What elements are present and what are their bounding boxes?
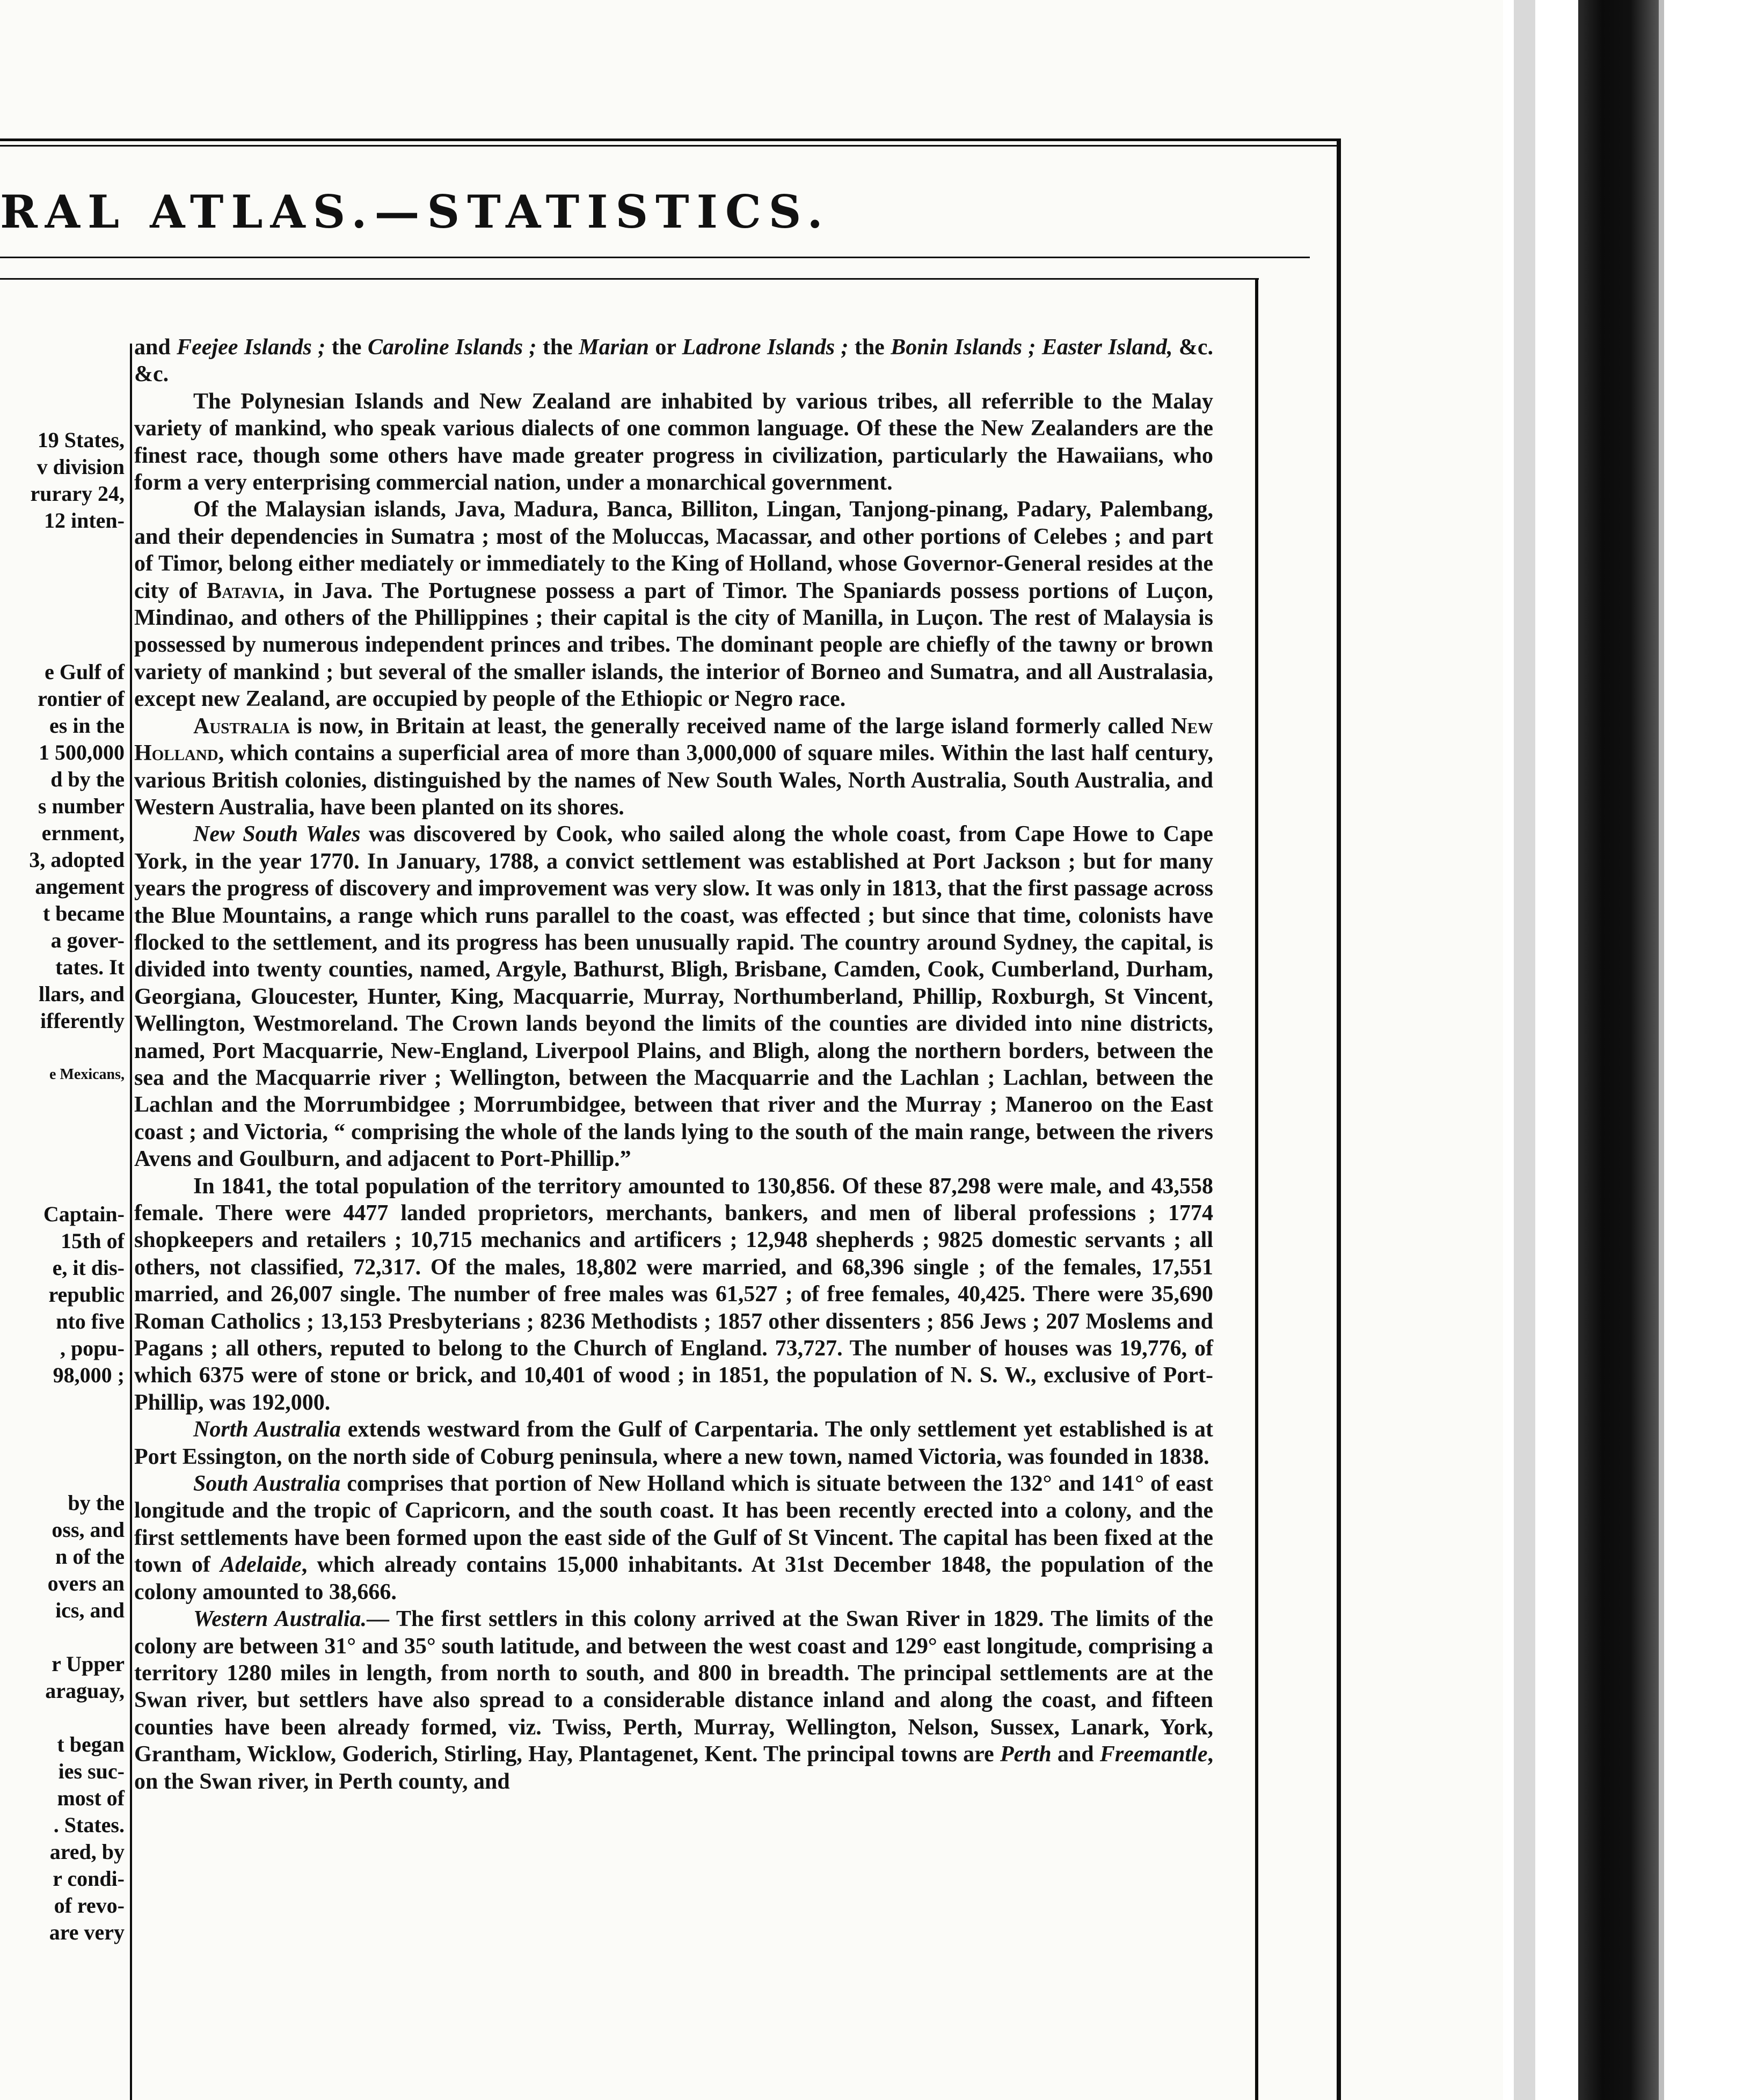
left-fragment-line: a gover- (50, 928, 125, 952)
italic-text: Feejee Islands ; (177, 335, 326, 360)
outer-frame-top (0, 138, 1341, 141)
inner-frame-right (1255, 278, 1258, 2100)
left-fragment-line: ernment, (41, 821, 125, 845)
left-fragment-line: e Mexicans, (49, 1066, 125, 1083)
italic-text: Marian (579, 335, 649, 360)
left-fragment-line: oss, and (52, 1518, 125, 1542)
italic-text: New South Wales (193, 822, 361, 847)
left-fragment-line: ifferently (40, 1009, 125, 1033)
text-run: extends westward from the Gulf of Carpentaria. The only settlement yet established is at Port Essington, on the north side of Coburg peninsula, where a new town, named Victoria, was founded in 1838. (134, 1417, 1213, 1469)
inner-frame-top (0, 278, 1259, 280)
book-binding (1503, 0, 1750, 2100)
paragraph (134, 334, 1213, 388)
text-run: , in Java. The Portugnese possess a part of Timor. The Spaniards possess portions of Luçon, Mindinao, and others of the Phillippines ; their capital is the city of Manilla, in Luçon. The rest of Malaysia is possessed by numerous independent princes and tribes. The dominant people are chiefly of the tawny or brown variety of mankind ; but several of the smaller islands, the interior of Borneo and Sumatra, and all Australasia, except new Zealand, are occupied by people of the Ethiopic or Negro race. (134, 578, 1213, 712)
left-fragment-line: nto five (56, 1309, 125, 1333)
left-fragment-line: ics, and (55, 1598, 125, 1622)
italic-text: Bonin Islands ; Easter Island, (891, 335, 1173, 360)
small-caps-text: New Holland (134, 713, 1213, 766)
left-fragment-line: es in the (49, 713, 125, 738)
text-run: , on the Swan river, in Perth county, and (134, 1742, 1213, 1794)
left-fragment-line: r Upper (52, 1652, 125, 1676)
text-run: or (648, 335, 682, 360)
left-fragment-line: 98,000 ; (53, 1363, 125, 1387)
paragraph (134, 1606, 1213, 1795)
text-run: In 1841, the total population of the territory amounted to 130,856. Of these 87,298 were male, and 43,558 female. There were 4477 landed proprietors, merchants, bankers, and men of liberal professions ; 1774 shopkeepers and retailers ; 10,715 mechanics and artificers ; 12,948 shepherds ; 9825 domestic servants ; all others, not classified, 72,317. Of the males, 18,802 were married, and 68,396 single ; of the females, 17,551 married, and 26,007 single. The number of free males was 61,527 ; of free females, 40,425. There were 35,690 Roman Catholics ; 13,153 Presbyterians ; 8236 Methodists ; 1857 other dissenters ; 856 Jews ; 207 Moslems and Pagans ; all others, reputed to belong to the Church of England. 73,727. The number of houses was 19,776, of which 6375 were of stone or brick, and 10,401 of wood ; in 1851, the population of N. S. W., exclusive of Port-Phillip, was 192,000. (134, 1173, 1213, 1415)
binding-shadow (1514, 0, 1535, 2100)
page-header-title: RAL ATLAS.—STATISTICS. (0, 185, 830, 238)
small-caps-text: Batavia (207, 578, 279, 603)
italic-text: Freemantle (1099, 1742, 1208, 1767)
text-run: comprises that portion of New Holland which is situate between the 132° and 141° of east longitude and the tropic of Capricorn, and the south coast. It has been recently erected into a colony, and the first settlements have been formed upon the east side of the Gulf of St Vincent. The capital has been fixed at the town of (134, 1471, 1213, 1578)
text-run: &c. &c. (134, 335, 1213, 387)
text-run: , which contains a superficial area of more than 3,000,000 of square miles. Within the last half century, various British colonies, distinguished by the names of New South Wales, North Australia, South Australia, and Western Australia, have been planted on its shores. (134, 741, 1213, 820)
paragraph (134, 1173, 1213, 1417)
left-fragment-line: e Gulf of (45, 660, 125, 684)
left-fragment-line: araguay, (45, 1679, 125, 1703)
text-run: is now, in Britain at least, the generally received name of the large island formerly called (290, 713, 1171, 739)
left-fragment-line: angement (35, 874, 125, 899)
left-fragment-line: t began (57, 1732, 125, 1756)
text-run: Of the Malaysian islands, Java, Madura, Banca, Billiton, Lingan, Tanjong-pinang, Padary, Palembang, and their dependencies in Sumatra ; most of the Moluccas, Macassar, and other portions of Celebes ; and part of Timor, belong either mediately or immediately to the King of Holland, whose Governor-General resides at the city of (134, 497, 1213, 603)
column-divider (130, 344, 132, 2100)
left-fragment-line: 15th of (61, 1229, 125, 1253)
small-caps-text: Australia (193, 713, 290, 739)
outer-frame-top-inner (0, 145, 1337, 147)
left-fragment-line: ies suc- (58, 1759, 125, 1783)
left-fragment-line: by the (68, 1491, 125, 1515)
paragraph (134, 713, 1213, 821)
header-rule (0, 257, 1310, 258)
left-fragment-line: are very (49, 1920, 125, 1944)
left-fragment-line: of revo- (54, 1893, 125, 1917)
italic-text: Caroline Islands ; (367, 335, 537, 360)
left-fragment-line: r condi- (53, 1866, 125, 1891)
italic-text: South Australia (193, 1471, 341, 1497)
text-run: the (536, 335, 579, 360)
left-fragment-line: 12 inten- (44, 508, 125, 533)
italic-text: Adelaide (220, 1552, 302, 1578)
italic-text: Ladrone Islands ; (682, 335, 849, 360)
left-fragment-line: 1 500,000 (39, 740, 125, 764)
text-run: and (1051, 1742, 1100, 1767)
outer-frame-right (1337, 138, 1341, 2100)
binding-edge (1659, 0, 1664, 2100)
left-fragment-line: llars, and (38, 982, 125, 1006)
left-column-fragments (0, 0, 129, 2100)
paragraph (134, 821, 1213, 1172)
left-fragment-line: rontier of (38, 687, 125, 711)
left-fragment-line: most of (57, 1786, 125, 1810)
left-fragment-line: . States. (53, 1813, 125, 1837)
text-run: , which already contains 15,000 inhabitants. At 31st December 1848, the population of the colony amounted to 38,666. (134, 1552, 1214, 1605)
paragraph (134, 1416, 1213, 1470)
left-fragment-line: t became (42, 901, 125, 925)
italic-text: Western Australia. (193, 1607, 367, 1632)
left-fragment-line: v division (37, 455, 125, 479)
book-spine (1578, 0, 1659, 2100)
text-run: the (325, 335, 368, 360)
left-fragment-line: d by the (50, 767, 125, 791)
left-fragment-line: , popu- (60, 1336, 125, 1360)
paragraph (134, 1470, 1213, 1606)
italic-text: North Australia (193, 1417, 341, 1442)
left-fragment-line: tates. It (55, 955, 125, 979)
text-run: and (134, 335, 177, 360)
left-fragment-line: republic (48, 1282, 125, 1307)
text-run: The Polynesian Islands and New Zealand are inhabited by various tribes, all referrible to the Malay variety of mankind, who speak various dialects of one common language. Of these the New Zealanders are the finest race, though some others have made greater progress in civilization, particularly the Hawaiians, who form a very enterprising commercial nation, under a monarchical government. (134, 389, 1213, 495)
left-fragment-line: ared, by (49, 1840, 125, 1864)
italic-text: Perth (1000, 1742, 1052, 1767)
left-fragment-line: overs an (47, 1571, 125, 1595)
text-run: the (848, 335, 891, 360)
left-fragment-line: 3, adopted (29, 848, 125, 872)
left-fragment-line: rurary 24, (30, 482, 125, 506)
paragraph (134, 388, 1213, 497)
text-run: — The first settlers in this colony arrived at the Swan River in 1829. The limits of the colony are between 31° and 35° south latitude, and between the west coast and 129° east longitude, comprising a territory 1280 miles in length, from north to south, and 800 in breadth. The principal settlements are at the Swan river, but settlers have also spread to a considerable distance inland and along the coast, and fifteen counties have been already formed, viz. Twiss, Perth, Murray, Wellington, Nelson, Sussex, Lanark, York, Grantham, Wicklow, Goderich, Stirling, Hay, Plantagenet, Kent. The principal towns are (134, 1607, 1213, 1767)
left-fragment-line: n of the (55, 1544, 125, 1569)
left-fragment-line: Captain- (43, 1202, 125, 1226)
text-run: was discovered by Cook, who sailed along the whole coast, from Cape Howe to Cape York, in the year 1770. In January, 1788, a convict settlement was established at Port Jackson ; but for many years the progress of discovery and improvement was very slow. It was only in 1813, that the first passage across the Blue Mountains, a range which runs parallel to the coast, was effected ; but since that time, colonists have flocked to the settlement, and its progress has been unusually rapid. The country around Sydney, the capital, is divided into twenty counties, named, Argyle, Bathurst, Bligh, Brisbane, Camden, Cook, Cumberland, Durham, Georgiana, Gloucester, Hunter, King, Macquarrie, Murray, Northumberland, Phillip, Roxburgh, St Vincent, Wellington, Westmoreland. The Crown lands beyond the limits of the counties are divided into nine districts, named, Port Macquarrie, New-England, Liverpool Plains, and Bligh, along the northern borders, between the sea and the Macquarrie river ; Wellington, between the Macquarrie and the Lachlan ; Lachlan, between the Lachlan and the Morrumbidgee ; Morrumbidgee, between that river and the Murray ; Maneroo on the East coast ; and Victoria, “ comprising the whole of the lands lying to the south of the main range, between the rivers Avens and Goulburn, and adjacent to Port-Phillip.” (134, 822, 1214, 1172)
left-fragment-line: e, it dis- (52, 1256, 125, 1280)
left-fragment-line: 19 States, (37, 428, 125, 452)
main-text-column (134, 334, 1213, 1795)
left-fragment-line: s number (38, 794, 125, 818)
paragraph (134, 496, 1213, 712)
